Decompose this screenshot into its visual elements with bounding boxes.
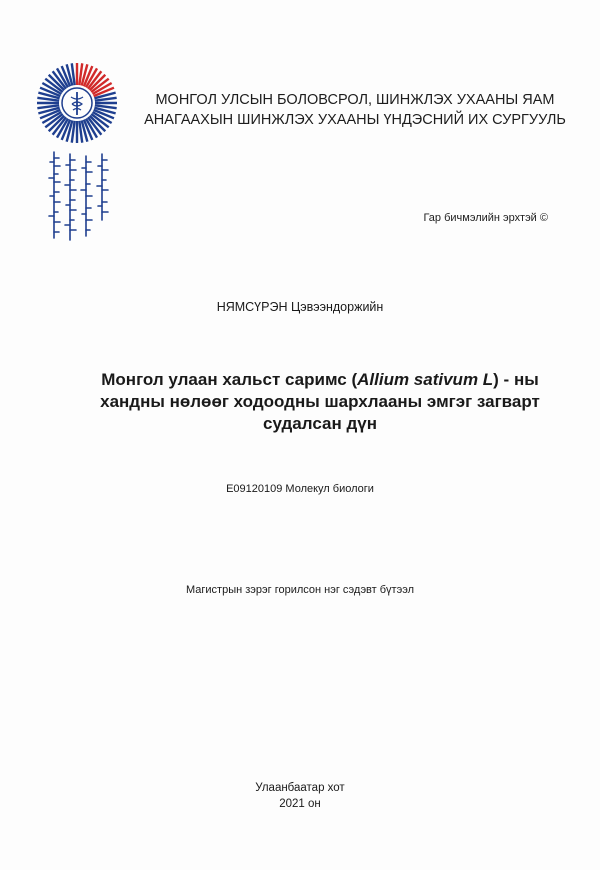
ministry-header (130, 90, 580, 130)
title-line-1-start: Монгол улаан хальст саримс ( (101, 370, 358, 389)
title-line-1-end: ) - ны (493, 370, 539, 389)
degree-statement: Магистрын зэрэг горилсон нэг сэдэвт бүтээл (186, 584, 414, 596)
year: 2021 он (279, 798, 321, 810)
ministry-line-1: МОНГОЛ УЛСЫН БОЛОВСРОЛ, ШИНЖЛЭХ УХААНЫ ЯАМ (155, 92, 555, 108)
place-and-year (0, 780, 600, 812)
ministry-line-2: АНАГААХЫН ШИНЖЛЭХ УХААНЫ ҮНДЭСНИЙ ИХ СУРГУУЛЬ (144, 112, 566, 128)
copyright-notice: Гар бичмэлийн эрхтэй © (423, 212, 548, 224)
mongolian-script-emblem (44, 150, 114, 242)
title-line-1 (40, 369, 600, 391)
author-name: НЯМСҮРЭН Цэвээндоржийн (216, 300, 384, 314)
title-line-3: судалсан дүн (263, 414, 377, 433)
city: Улаанбаатар хот (255, 782, 345, 794)
specialty-code: E09120109 Молекул биологи (226, 483, 374, 495)
thesis-title (40, 369, 600, 435)
university-emblem-icon (36, 62, 118, 144)
title-latin-name: Allium sativum L (357, 370, 494, 389)
title-line-2: хандны нөлөөг ходоодны шархлааны эмгэг загварт (100, 392, 540, 411)
